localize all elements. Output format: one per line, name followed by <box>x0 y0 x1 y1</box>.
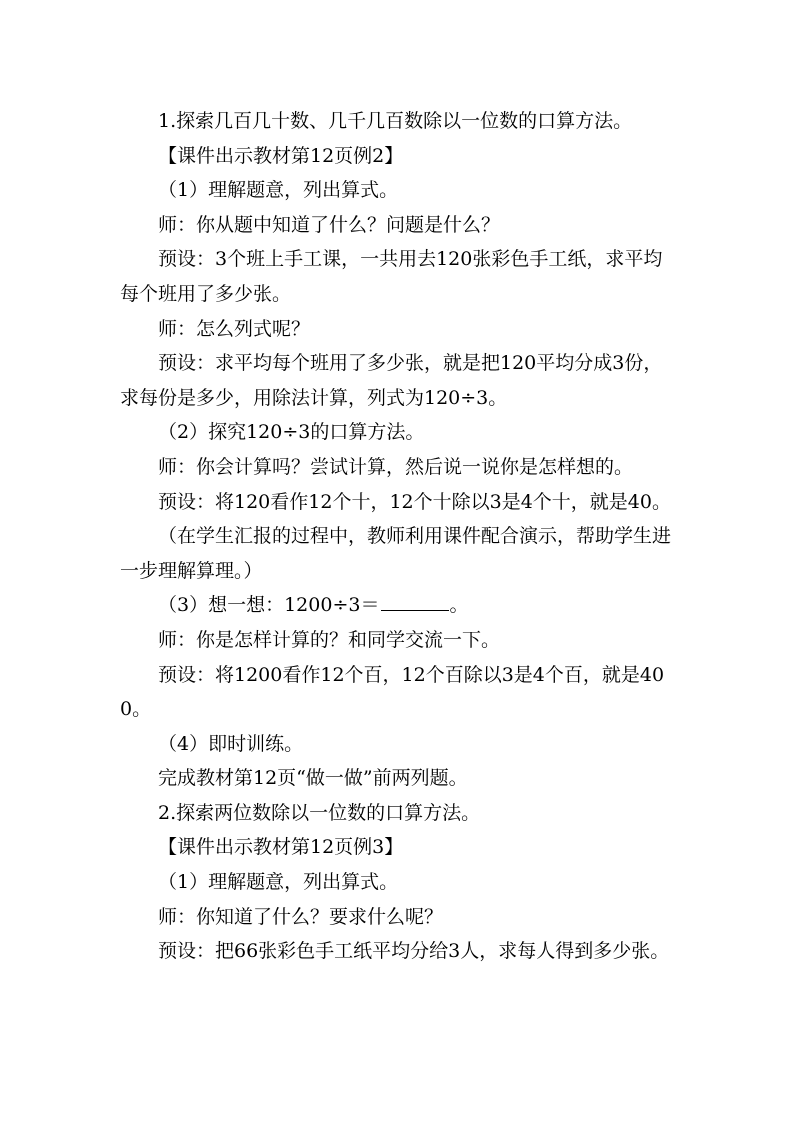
teacher-line: 师：怎么列式呢？ <box>158 317 311 340</box>
answer-blank <box>381 609 449 611</box>
teacher-line: 师：你是怎样计算的？和同学交流一下。 <box>158 628 501 651</box>
think-question-suffix: 。 <box>449 594 469 617</box>
preset-answer: 预设：将120看作12个十，12个十除以3是4个十，就是40。 <box>158 490 671 513</box>
teacher-line: 师：你知道了什么？要求什么呢？ <box>158 905 444 928</box>
step-label: （1）理解题意，列出算式。 <box>158 871 399 894</box>
document-body <box>120 104 676 969</box>
courseware-note-2: 【课件出示教材第12页例3】 <box>158 836 404 859</box>
teacher-line: 师：你从题中知道了什么？问题是什么？ <box>158 213 501 236</box>
section-heading-2: 2.探索两位数除以一位数的口算方法。 <box>158 801 481 824</box>
step-label: （4）即时训练。 <box>158 732 304 755</box>
preset-answer: 预设：求平均每个班用了多少张，就是把120平均分成3份，求每份是多少，用除法计算，列式为120÷3。 <box>120 352 663 409</box>
step-label: （2）探究120÷3的口算方法。 <box>158 421 425 444</box>
exercise-instruction: 完成教材第12页“做一做”前两列题。 <box>158 767 468 790</box>
teacher-line: 师：你会计算吗？尝试计算，然后说一说你是怎样想的。 <box>158 455 634 478</box>
preset-answer: 预设：3个班上手工课，一共用去120张彩色手工纸，求平均每个班用了多少张。 <box>120 248 663 305</box>
section-heading-1: 1.探索几百几十数、几千几百数除以一位数的口算方法。 <box>158 110 633 132</box>
step-label: （1）理解题意，列出算式。 <box>158 179 399 202</box>
think-question <box>120 588 676 623</box>
teaching-note: （在学生汇报的过程中，教师利用课件配合演示，帮助学生进一步理解算理。） <box>120 525 672 582</box>
think-question-text: （3）想一想：1200÷3＝ <box>158 594 380 617</box>
preset-answer: 预设：将1200看作12个百，12个百除以3是4个百，就是400。 <box>120 663 665 721</box>
preset-answer: 预设：把66张彩色手工纸平均分给3人，求每人得到多少张。 <box>158 940 670 963</box>
courseware-note-1: 【课件出示教材第12页例2】 <box>158 144 404 167</box>
